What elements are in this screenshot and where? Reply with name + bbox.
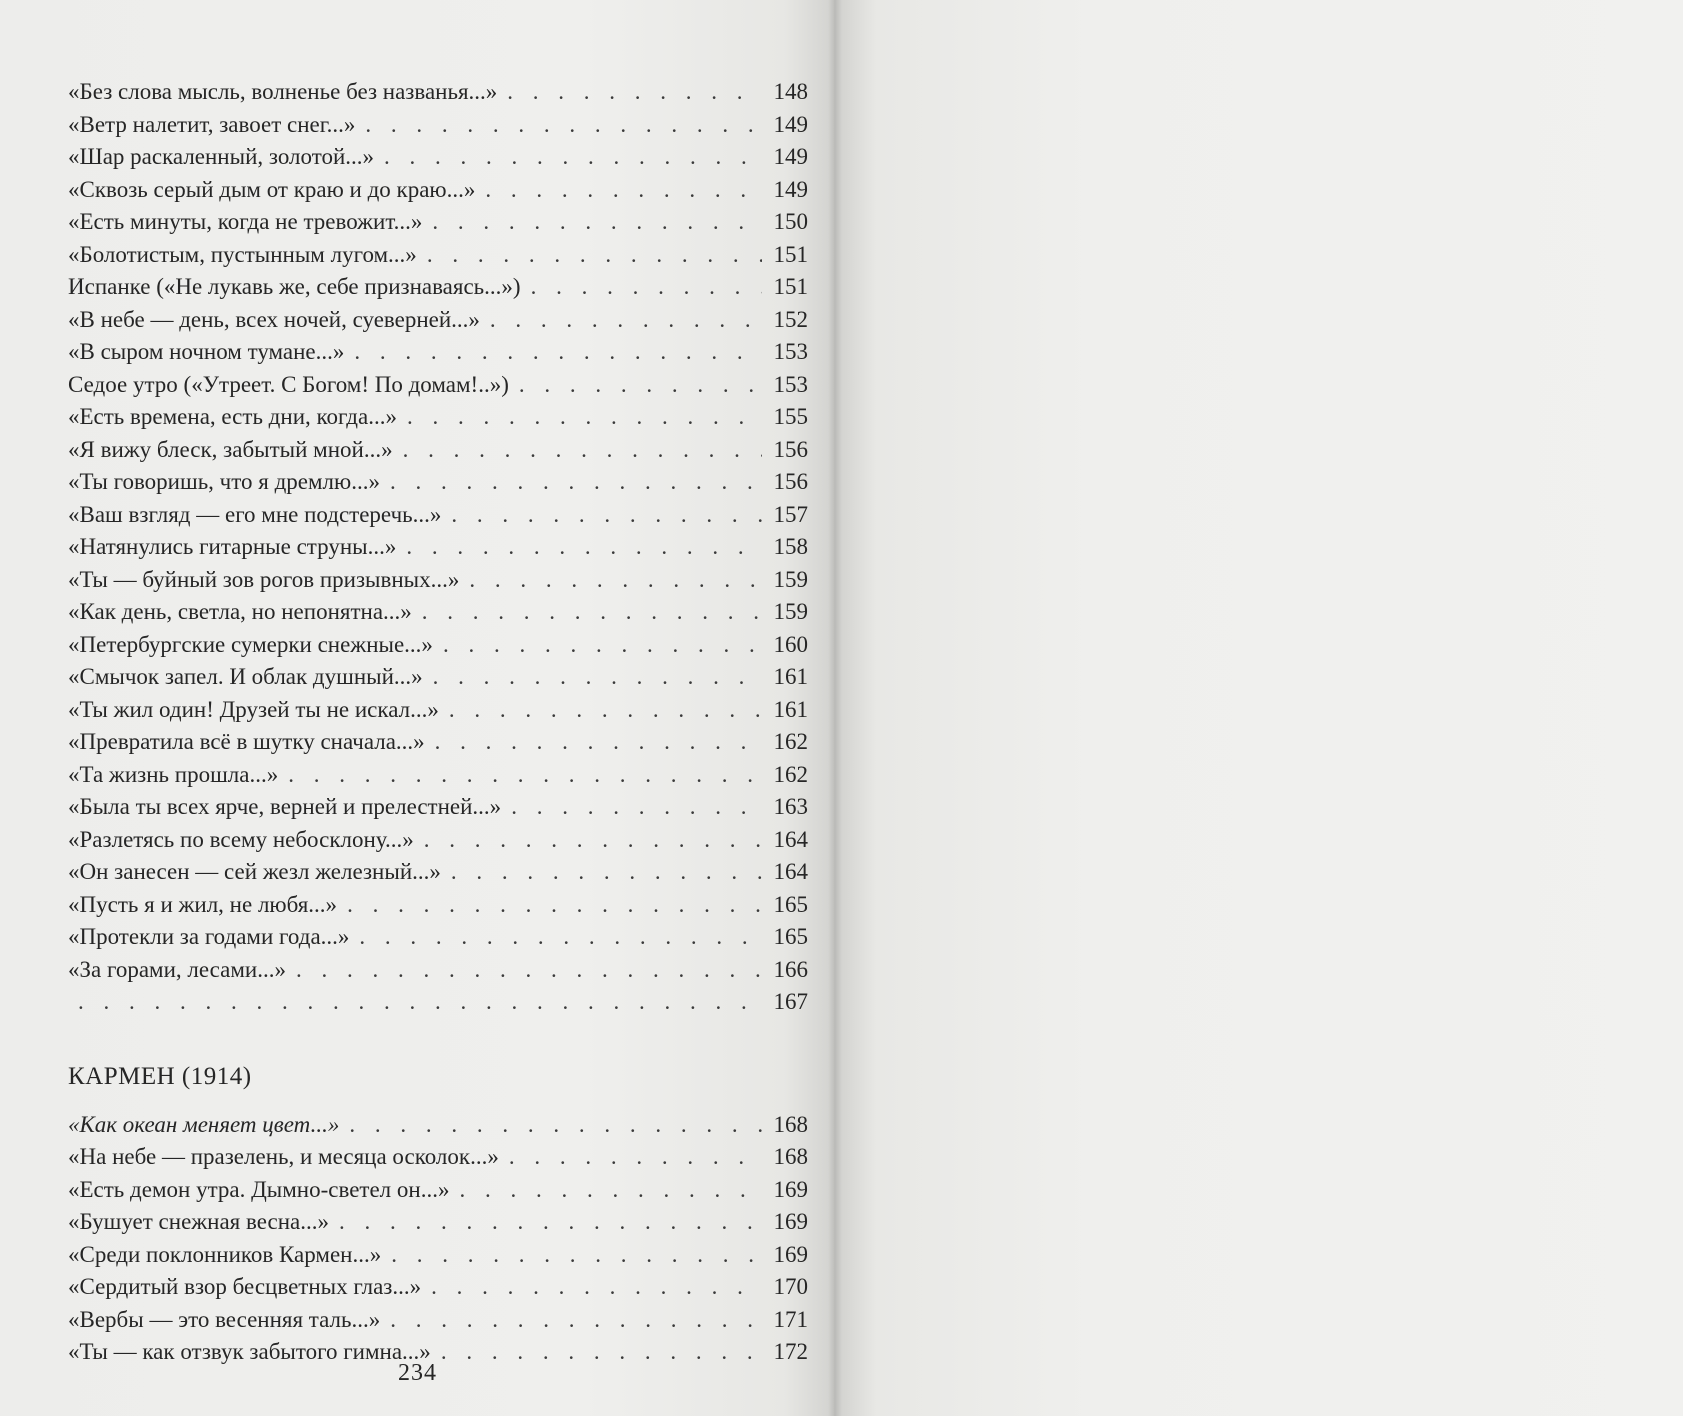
left-page	[0, 0, 834, 1416]
toc-entry[interactable]	[68, 986, 808, 1019]
entry-title: «Шар раскаленный, золотой...»	[68, 144, 375, 169]
toc-entry[interactable]	[68, 141, 808, 174]
dot-leader	[449, 694, 762, 727]
toc-entry[interactable]	[68, 336, 808, 369]
entry-title: «Ветр налетит, завоет снег...»	[68, 111, 356, 137]
dot-leader	[78, 986, 762, 1019]
toc-entry[interactable]	[68, 694, 808, 727]
entry-title: Испанке («Не лукавь же, себе признаваясь...»)	[68, 274, 521, 299]
entry-title: «Я вижу блеск, забытый мной...»	[68, 436, 393, 462]
dot-leader	[451, 499, 762, 532]
entry-page: 164	[773, 826, 808, 852]
dot-leader	[459, 1174, 762, 1207]
entry-title: «Сквозь серый дым от краю и до краю...»	[68, 176, 476, 202]
entry-title: «Он занесен — сей жезл железный...»	[68, 859, 441, 884]
toc-entry[interactable]	[68, 564, 808, 597]
entry-title: «Ваш взгляд — его мне подстеречь...»	[68, 501, 442, 527]
entry-title: «Как океан меняет цвет...»	[68, 1111, 340, 1137]
entry-page: 170	[773, 1274, 808, 1299]
entry-page: 155	[773, 404, 808, 429]
right-page	[834, 0, 1683, 1416]
dot-leader	[443, 629, 762, 662]
entry-title: «Протекли за годами года...»	[68, 924, 350, 949]
entry-page: 167	[773, 989, 808, 1014]
entry-page: 153	[773, 339, 808, 364]
entry-title: «Есть демон утра. Дымно-светел он...»	[68, 1176, 450, 1202]
page-number: 234	[398, 1360, 437, 1386]
dot-leader	[435, 726, 762, 759]
toc-entry[interactable]	[68, 889, 808, 922]
entry-page: 169	[773, 1176, 808, 1202]
entry-page: 161	[773, 664, 808, 689]
toc-entry[interactable]	[68, 109, 808, 142]
dot-leader	[433, 661, 762, 694]
toc-entry[interactable]	[68, 596, 808, 629]
toc-entry[interactable]	[68, 824, 808, 857]
entry-page: 152	[773, 306, 808, 332]
dot-leader	[354, 336, 762, 369]
toc-entry[interactable]	[68, 239, 808, 272]
dot-leader	[422, 596, 762, 629]
toc-entry[interactable]	[68, 954, 808, 987]
entry-title: «Пусть я и жил, не любя...»	[68, 891, 338, 917]
toc-entry[interactable]	[68, 174, 808, 207]
toc-entry[interactable]	[68, 466, 808, 499]
dot-leader	[507, 76, 762, 109]
entry-page: 149	[773, 176, 808, 202]
entry-page: 156	[773, 469, 808, 494]
toc-entry[interactable]	[68, 1336, 808, 1369]
dot-leader	[485, 174, 762, 207]
entry-page: 171	[773, 1306, 808, 1332]
entry-title: «Ты жил один! Друзей ты не искал...»	[68, 696, 439, 722]
entry-title: «На небе — празелень, и месяца осколок...»	[68, 1144, 499, 1169]
toc-entry[interactable]	[68, 434, 808, 467]
toc-left	[68, 76, 808, 1369]
entry-title: «Превратила всё в шутку сначала...»	[68, 729, 425, 754]
entry-title: «Ты — буйный зов рогов призывных...»	[68, 566, 460, 592]
entry-title: «Петербургские сумерки снежные...»	[68, 631, 433, 657]
toc-entry[interactable]	[68, 856, 808, 889]
dot-leader	[365, 109, 762, 142]
dot-leader	[424, 824, 762, 857]
entry-page: 149	[773, 111, 808, 137]
toc-entry[interactable]	[68, 921, 808, 954]
entry-title: «В небе — день, всех ночей, суеверней...»	[68, 306, 480, 332]
entry-title: «Среди поклонников Кармен...»	[68, 1241, 382, 1267]
dot-leader	[406, 531, 762, 564]
entry-page: 156	[773, 436, 808, 462]
toc-entry[interactable]	[68, 759, 808, 792]
dot-leader	[390, 466, 762, 499]
entry-page: 168	[773, 1144, 808, 1169]
entry-page: 148	[773, 79, 808, 104]
toc-entry[interactable]	[68, 304, 808, 337]
entry-title: «В сыром ночном тумане...»	[68, 339, 345, 364]
dot-leader	[403, 434, 762, 467]
toc-entry[interactable]	[68, 1141, 808, 1174]
dot-leader	[359, 921, 762, 954]
entry-page: 169	[773, 1241, 808, 1267]
dot-leader	[511, 791, 762, 824]
entry-page: 165	[773, 891, 808, 917]
entry-title: «Сердитый взор бесцветных глаз...»	[68, 1274, 422, 1299]
dot-leader	[490, 304, 762, 337]
entry-page: 160	[773, 631, 808, 657]
entry-page: 162	[773, 729, 808, 754]
toc-entry[interactable]	[68, 206, 808, 239]
entry-page: 149	[773, 144, 808, 169]
toc-entry[interactable]	[68, 726, 808, 759]
entry-title: «Ты говоришь, что я дремлю...»	[68, 469, 380, 494]
toc-entry[interactable]	[68, 791, 808, 824]
entry-page: 163	[773, 794, 808, 819]
dot-leader	[407, 401, 762, 434]
toc-entry[interactable]	[68, 661, 808, 694]
entry-page: 159	[773, 599, 808, 624]
entry-title: «Есть минуты, когда не тревожит...»	[68, 209, 423, 234]
toc-entry[interactable]	[68, 629, 808, 662]
entry-page: 159	[773, 566, 808, 592]
entry-page: 168	[773, 1111, 808, 1137]
toc-entry[interactable]	[68, 369, 808, 402]
dot-leader	[339, 1206, 762, 1239]
toc-entry[interactable]	[68, 1109, 808, 1142]
entry-title: «Натянулись гитарные струны...»	[68, 534, 397, 559]
dot-leader	[431, 1271, 762, 1304]
dot-leader	[469, 564, 762, 597]
dot-leader	[531, 271, 762, 304]
entry-page: 162	[773, 761, 808, 787]
dot-leader	[288, 759, 762, 792]
entry-title: «Была ты всех ярче, верней и прелестней...»	[68, 794, 502, 819]
entry-title: «Болотистым, пустынным лугом...»	[68, 241, 417, 267]
entry-title: «За горами, лесами...»	[68, 956, 286, 982]
entry-page: 151	[773, 274, 808, 299]
entry-title: Седое утро («Утреет. С Богом! По домам!..»)	[68, 371, 509, 397]
toc-entry[interactable]	[68, 1206, 808, 1239]
entry-page: 172	[773, 1339, 808, 1364]
entry-page: 150	[773, 209, 808, 234]
dot-leader	[390, 1304, 762, 1337]
dot-leader	[384, 141, 762, 174]
toc-entry[interactable]	[68, 499, 808, 532]
dot-leader	[391, 1239, 762, 1272]
toc-entry[interactable]	[68, 76, 808, 109]
section-heading-carmen: КАРМЕН (1914)	[68, 1062, 252, 1090]
toc-entry[interactable]	[68, 1271, 808, 1304]
entry-title: «Вербы — это весенняя таль...»	[68, 1306, 381, 1332]
dot-leader	[441, 1336, 762, 1369]
entry-page: 161	[773, 696, 808, 722]
dot-leader	[349, 1109, 762, 1142]
toc-entry[interactable]	[68, 1174, 808, 1207]
entry-title: «Разлетясь по всему небосклону...»	[68, 826, 414, 852]
dot-leader	[509, 1141, 762, 1174]
entry-title: «Как день, светла, но непонятна...»	[68, 599, 412, 624]
entry-title: «Бушует снежная весна...»	[68, 1209, 329, 1234]
dot-leader	[427, 239, 762, 272]
toc-entry[interactable]	[68, 271, 808, 304]
entry-title: «Ты — как отзвук забытого гимна...»	[68, 1339, 431, 1364]
entry-title: «Есть времена, есть дни, когда...»	[68, 404, 397, 429]
toc-entry[interactable]	[68, 531, 808, 564]
entry-page: 157	[773, 501, 808, 527]
entry-page: 165	[773, 924, 808, 949]
entry-page: 169	[773, 1209, 808, 1234]
dot-leader	[347, 889, 762, 922]
entry-page: 166	[773, 956, 808, 982]
entry-page: 164	[773, 859, 808, 884]
entry-title: «Без слова мысль, волненье без названья...»	[68, 79, 498, 104]
entry-title: «Та жизнь прошла...»	[68, 761, 279, 787]
dot-leader	[519, 369, 762, 402]
book-gutter-shadow	[828, 0, 842, 1416]
toc-entry[interactable]	[68, 1239, 808, 1272]
entry-page: 153	[773, 371, 808, 397]
entry-title: «Смычок запел. И облак душный...»	[68, 664, 423, 689]
entry-page: 151	[773, 241, 808, 267]
toc-entry[interactable]	[68, 401, 808, 434]
toc-entry[interactable]	[68, 1304, 808, 1337]
dot-leader	[451, 856, 762, 889]
dot-leader	[296, 954, 762, 987]
dot-leader	[432, 206, 762, 239]
entry-page: 158	[773, 534, 808, 559]
